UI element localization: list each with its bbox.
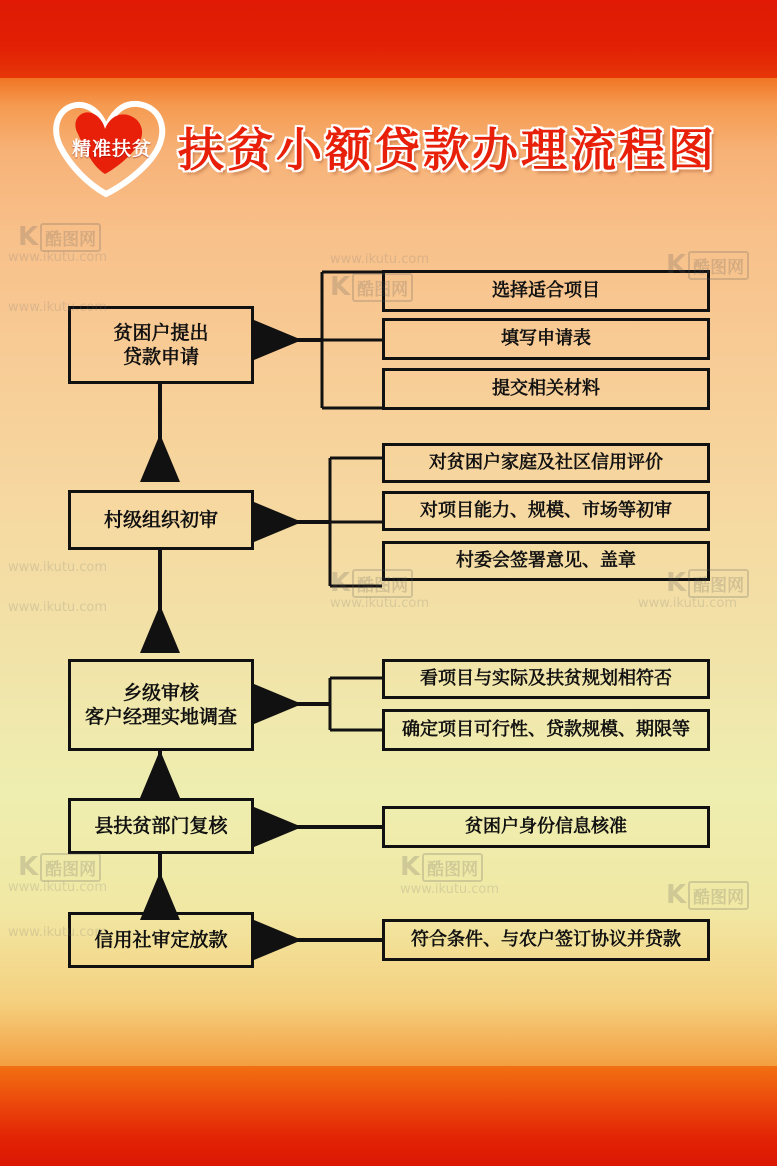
flow-detail-box: 提交相关材料 (382, 368, 710, 410)
watermark-url: www.ikutu.com (8, 300, 108, 315)
flow-stage-box: 村级组织初审 (68, 490, 254, 550)
watermark-url: www.ikutu.com (8, 250, 108, 265)
flow-stage-label-line: 乡级审核 (122, 681, 199, 704)
logo-badge-text: 精准扶贫 (71, 138, 152, 160)
flow-stage-box: 信用社审定放款 (68, 912, 254, 968)
watermark-brand-k: K (330, 272, 351, 302)
flow-detail-box: 看项目与实际及扶贫规划相符否 (382, 659, 710, 699)
watermark-url: www.ikutu.com (8, 925, 108, 940)
watermark-brand-cn: 酷图网 (40, 853, 101, 882)
page-title: 扶贫小额贷款办理流程图 (178, 123, 717, 177)
flow-detail-box: 贫困户身份信息核准 (382, 806, 710, 848)
flow-detail-box: 对项目能力、规模、市场等初审 (382, 491, 710, 531)
watermark-brand-k: K (18, 222, 39, 252)
flow-detail-box: 填写申请表 (382, 318, 710, 360)
watermark-url: www.ikutu.com (400, 882, 500, 897)
watermark-url: www.ikutu.com (8, 880, 108, 895)
flow-detail-box: 选择适合项目 (382, 270, 710, 312)
flow-detail-box: 符合条件、与农户签订协议并贷款 (382, 919, 710, 961)
watermark-url: www.ikutu.com (330, 596, 430, 611)
watermark-brand-k: K (666, 568, 687, 598)
watermark-brand-k: K (400, 852, 421, 882)
flow-detail-box: 确定项目可行性、贷款规模、期限等 (382, 709, 710, 751)
flow-stage-box (68, 306, 254, 384)
watermark-brand-cn: 酷图网 (688, 881, 749, 910)
watermark-brand-k: K (18, 852, 39, 882)
watermark-brand-k: K (666, 880, 687, 910)
flow-detail-box: 对贫困户家庭及社区信用评价 (382, 443, 710, 483)
flow-detail-box: 村委会签署意见、盖章 (382, 541, 710, 581)
watermark-brand-cn: 酷图网 (40, 223, 101, 252)
watermark-url: www.ikutu.com (8, 560, 108, 575)
watermark-brand-cn: 酷图网 (352, 569, 413, 598)
watermark-url: www.ikutu.com (8, 600, 108, 615)
watermark-brand-cn: 酷图网 (688, 569, 749, 598)
watermark-brand-k: K (666, 250, 687, 280)
flow-stage-label-line: 贷款申请 (122, 346, 199, 368)
flow-stage-label-line: 贫困户提出 (113, 321, 209, 344)
watermark-brand-k: K (330, 568, 351, 598)
flow-stage-label-line: 客户经理实地调查 (84, 706, 237, 728)
watermark-brand-cn: 酷图网 (422, 853, 483, 882)
watermark-brand-cn: 酷图网 (688, 251, 749, 280)
flow-stage-box: 县扶贫部门复核 (68, 798, 254, 854)
watermark-brand-cn: 酷图网 (352, 273, 413, 302)
watermark-url: www.ikutu.com (638, 596, 738, 611)
flow-stage-box (68, 659, 254, 751)
watermark-url: www.ikutu.com (330, 252, 430, 267)
